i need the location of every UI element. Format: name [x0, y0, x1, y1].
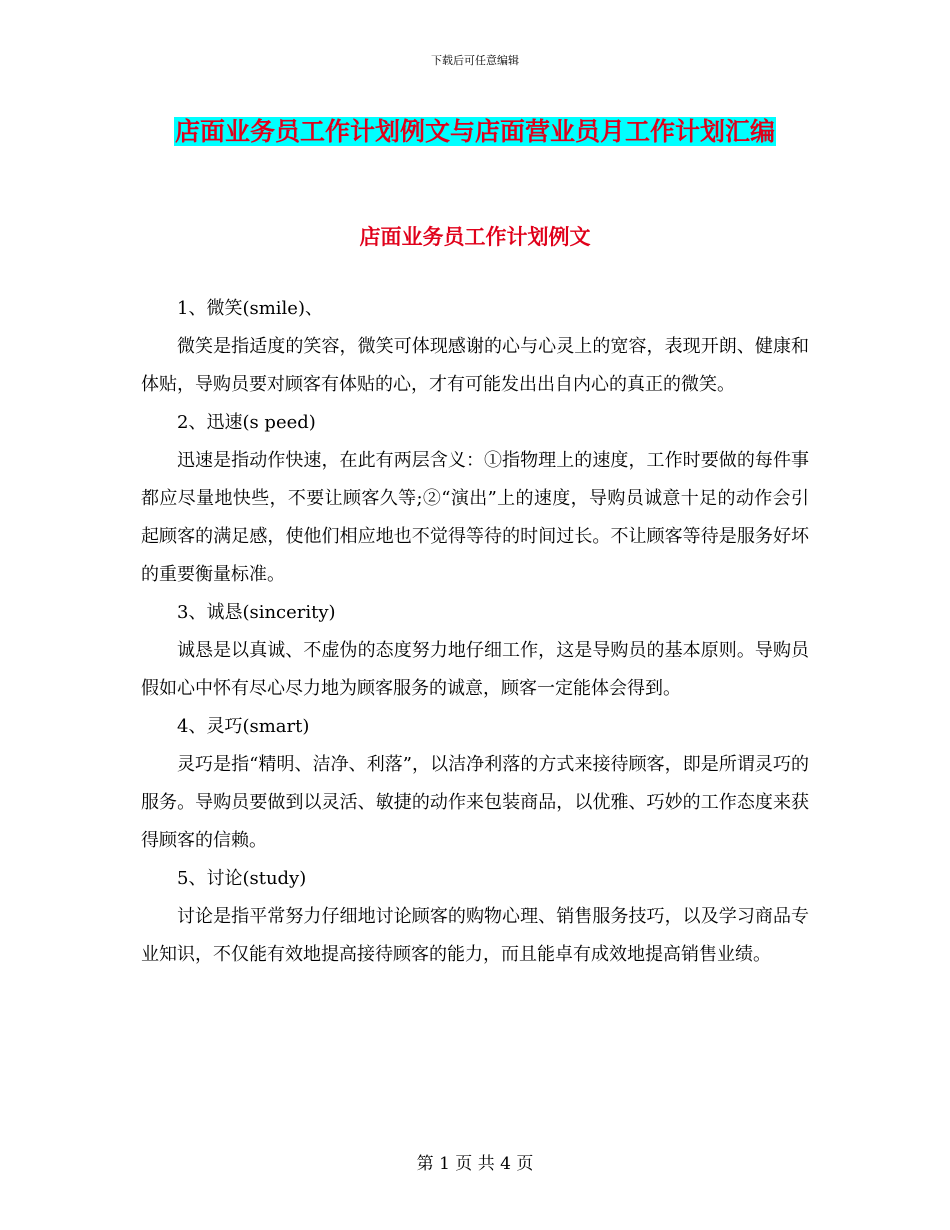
page-number: 第 1 页 共 4 页 [416, 1154, 534, 1174]
document-body [141, 290, 809, 974]
paragraph-study: 讨论是指平常努力仔细地讨论顾客的购物心理、销售服务技巧，以及学习商品专业知识，不仅能有效地提高接待顾客的能力，而且能卓有成效地提高销售业绩。 [141, 906, 809, 965]
paragraph-speed: 迅速是指动作快速，在此有两层含义：①指物理上的速度，工作时要做的每件事都应尽量地快些，不要让顾客久等;②“演出”上的速度，导购员诚意十足的动作会引起顾客的满足感，使他们相应地也不觉得等待的时间过长。不让顾客等待是服务好坏的重要衡量标准。 [141, 450, 809, 585]
item-heading-speed: 2、迅速(s peed) [177, 412, 316, 433]
paragraph-smile: 微笑是指适度的笑容，微笑可体现感谢的心与心灵上的宽容，表现开朗、健康和体贴，导购员要对顾客有体贴的心，才有可能发出出自内心的真正的微笑。 [141, 336, 809, 395]
page-header-note: 下载后可任意编辑 [431, 54, 519, 67]
document-title-text: 店面业务员工作计划例文与店面营业员月工作计划汇编 [174, 117, 775, 146]
item-heading-sincerity: 3、诚恳(sincerity) [177, 602, 336, 623]
item-heading-smart: 4、灵巧(smart) [177, 716, 310, 737]
paragraph-smart: 灵巧是指“精明、洁净、利落”，以洁净利落的方式来接待顾客，即是所谓灵巧的服务。导购员要做到以灵活、敏捷的动作来包装商品，以优雅、巧妙的工作态度来获得顾客的信赖。 [141, 754, 809, 851]
item-heading-study: 5、讨论(study) [177, 868, 307, 889]
section-title: 店面业务员工作计划例文 [359, 225, 591, 249]
item-heading-smile: 1、微笑(smile)、 [177, 298, 323, 319]
paragraph-sincerity: 诚恳是以真诚、不虚伪的态度努力地仔细工作，这是导购员的基本原则。导购员假如心中怀有尽心尽力地为顾客服务的诚意，顾客一定能体会得到。 [141, 640, 809, 699]
document-title [140, 110, 810, 153]
